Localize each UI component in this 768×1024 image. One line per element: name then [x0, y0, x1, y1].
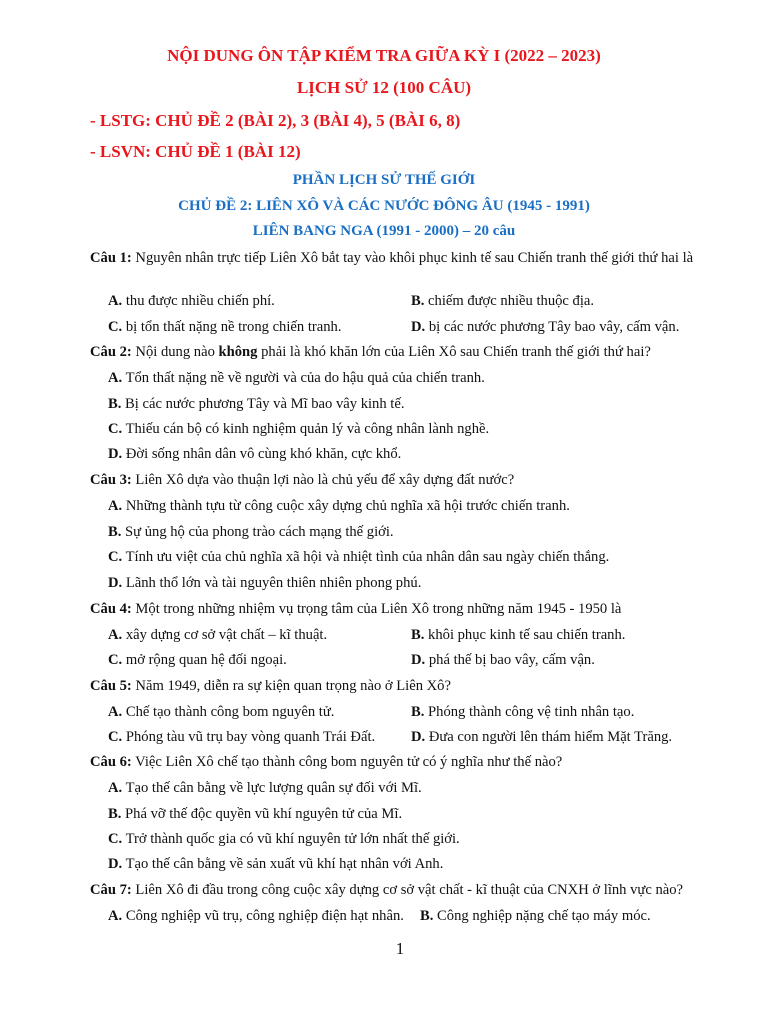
- answer-option[interactable]: [108, 729, 375, 745]
- option-text: khôi phục kinh tế sau chiến tranh.: [428, 627, 626, 643]
- answer-option[interactable]: [108, 370, 485, 386]
- scope-lstg: - LSTG: CHỦ ĐỀ 2 (BÀI 2), 3 (BÀI 4), 5 (BÀI 6, 8): [90, 111, 461, 130]
- option-text: Những thành tựu từ công cuộc xây dựng chủ nghĩa xã hội trước chiến tranh.: [125, 498, 570, 514]
- document-title: NỘI DUNG ÔN TẬP KIỂM TRA GIỮA KỲ I (2022 – 2023): [167, 46, 601, 65]
- option-key: A.: [108, 293, 123, 309]
- option-text: Công nghiệp vũ trụ, công nghiệp điện hạt nhân.: [125, 908, 404, 924]
- answer-option[interactable]: [411, 293, 594, 309]
- option-text: Phóng thành công vệ tinh nhân tạo.: [428, 704, 635, 720]
- answer-option[interactable]: [108, 575, 421, 591]
- option-key: A.: [108, 780, 123, 796]
- option-text: Phá vỡ thế độc quyền vũ khí nguyên tử của Mĩ.: [125, 806, 403, 822]
- answer-option[interactable]: [108, 908, 404, 924]
- option-key: A.: [108, 908, 123, 924]
- answer-option[interactable]: [411, 627, 625, 643]
- question-label: Câu 6:: [90, 754, 132, 770]
- option-text: Chế tạo thành công bom nguyên tử.: [125, 704, 335, 720]
- option-key: A.: [108, 627, 123, 643]
- section-sub: LIÊN BANG NGA (1991 - 2000) – 20 câu: [252, 223, 516, 239]
- option-key: C.: [108, 652, 123, 668]
- option-text: Thiếu cán bộ có kinh nghiệm quản lý và công nhân lành nghề.: [125, 421, 490, 437]
- option-text: Tổn thất nặng nề về người và của do hậu quả của chiến tranh.: [125, 370, 485, 386]
- question-text: Năm 1949, diễn ra sự kiện quan trọng nào ở Liên Xô?: [135, 678, 451, 694]
- question-7: [90, 882, 715, 898]
- option-key: D.: [108, 446, 123, 462]
- option-text: phá thế bị bao vây, cấm vận.: [428, 652, 595, 668]
- answer-option[interactable]: [108, 421, 489, 437]
- option-text: Sự ủng hộ của phong trào cách mạng thế giới.: [125, 524, 394, 540]
- question-label: Câu 5:: [90, 678, 132, 694]
- option-text: bị tổn thất nặng nề trong chiến tranh.: [125, 319, 342, 335]
- option-key: D.: [411, 319, 426, 335]
- question-text: Nguyên nhân trực tiếp Liên Xô bắt tay vào khôi phục kinh tế sau Chiến tranh thế giới thứ hai là: [135, 250, 694, 266]
- option-key: A.: [108, 498, 123, 514]
- question-5: [90, 678, 715, 694]
- answer-option[interactable]: [108, 652, 287, 668]
- question-label: Câu 4:: [90, 601, 132, 617]
- section-topic: CHỦ ĐỀ 2: LIÊN XÔ VÀ CÁC NƯỚC ĐÔNG ÂU (1945 - 1991): [178, 198, 590, 214]
- option-key: B.: [411, 293, 425, 309]
- answer-option[interactable]: [108, 780, 422, 796]
- answer-option[interactable]: [411, 729, 672, 745]
- option-key: A.: [108, 704, 123, 720]
- option-text: Tạo thế cân bằng về sản xuất vũ khí hạt nhân với Anh.: [125, 856, 444, 872]
- option-key: C.: [108, 319, 123, 335]
- question-text-before: Nội dung nào: [135, 344, 219, 360]
- option-text: Phóng tàu vũ trụ bay vòng quanh Trái Đất.: [125, 729, 376, 745]
- document-subtitle: LỊCH SỬ 12 (100 CÂU): [296, 78, 472, 97]
- option-text: Trở thành quốc gia có vũ khí nguyên tử lớn nhất thế giới.: [125, 831, 460, 847]
- option-text: Công nghiệp nặng chế tạo máy móc.: [437, 908, 651, 924]
- answer-option[interactable]: [108, 627, 327, 643]
- answer-option[interactable]: [420, 908, 651, 924]
- question-text: Việc Liên Xô chế tạo thành công bom nguyên tử có ý nghĩa như thế nào?: [135, 754, 563, 770]
- option-key: B.: [420, 908, 434, 924]
- question-label: Câu 7:: [90, 882, 132, 898]
- answer-option[interactable]: [108, 704, 334, 720]
- option-key: B.: [411, 627, 425, 643]
- option-key: D.: [108, 575, 123, 591]
- option-text: Tính ưu việt của chủ nghĩa xã hội và nhiệt tình của nhân dân sau ngày chiến thắng.: [125, 549, 610, 565]
- option-key: C.: [108, 831, 123, 847]
- option-text: Lãnh thổ lớn và tài nguyên thiên nhiên phong phú.: [125, 575, 422, 591]
- question-3: [90, 472, 715, 488]
- option-text: thu được nhiều chiến phí.: [125, 293, 275, 309]
- question-label: Câu 3:: [90, 472, 132, 488]
- option-key: B.: [108, 396, 122, 412]
- option-text: bị các nước phương Tây bao vây, cấm vận.: [428, 319, 680, 335]
- option-key: C.: [108, 729, 123, 745]
- answer-option[interactable]: [108, 524, 394, 540]
- answer-option[interactable]: [108, 549, 609, 565]
- option-text: mở rộng quan hệ đối ngoại.: [125, 652, 287, 668]
- question-1: [90, 250, 715, 266]
- option-key: D.: [411, 729, 426, 745]
- question-2: [90, 344, 715, 360]
- option-key: D.: [108, 856, 123, 872]
- option-key: C.: [108, 421, 123, 437]
- answer-option[interactable]: [411, 319, 679, 335]
- scope-lsvn: - LSVN: CHỦ ĐỀ 1 (BÀI 12): [90, 142, 301, 161]
- question-label: Câu 1:: [90, 250, 132, 266]
- question-text: Liên Xô dựa vào thuận lợi nào là chủ yếu để xây dựng đất nước?: [135, 472, 515, 488]
- option-text: xây dựng cơ sở vật chất – kĩ thuật.: [125, 627, 328, 643]
- answer-option[interactable]: [108, 806, 402, 822]
- answer-option[interactable]: [108, 396, 404, 412]
- option-key: D.: [411, 652, 426, 668]
- answer-option[interactable]: [411, 652, 595, 668]
- question-4: [90, 601, 715, 617]
- option-key: A.: [108, 370, 123, 386]
- answer-option[interactable]: [108, 293, 275, 309]
- section-part: PHẦN LỊCH SỬ THẾ GIỚI: [292, 172, 476, 188]
- question-label: Câu 2:: [90, 344, 132, 360]
- question-text: Một trong những nhiệm vụ trọng tâm của Liên Xô trong những năm 1945 - 1950 là: [135, 601, 622, 617]
- answer-option[interactable]: [411, 704, 634, 720]
- answer-option[interactable]: [108, 446, 401, 462]
- option-text: Đời sống nhân dân vô cùng khó khăn, cực khổ.: [125, 446, 402, 462]
- question-text-after: phải là khó khăn lớn của Liên Xô sau Chiến tranh thế giới thứ hai?: [257, 344, 651, 360]
- option-key: C.: [108, 549, 123, 565]
- question-6: [90, 754, 715, 770]
- option-text: chiếm được nhiều thuộc địa.: [428, 293, 595, 309]
- option-key: B.: [108, 524, 122, 540]
- option-text: Bị các nước phương Tây và Mĩ bao vây kinh tế.: [125, 396, 405, 412]
- answer-option[interactable]: [108, 831, 460, 847]
- option-key: B.: [411, 704, 425, 720]
- question-text-emphasis: không: [218, 344, 258, 360]
- answer-option[interactable]: [108, 498, 570, 514]
- page-number: 1: [395, 939, 405, 958]
- option-text: Đưa con người lên thám hiểm Mặt Trăng.: [428, 729, 673, 745]
- answer-option[interactable]: [108, 319, 341, 335]
- option-text: Tạo thế cân bằng về lực lượng quân sự đối với Mĩ.: [125, 780, 422, 796]
- question-text: Liên Xô đi đầu trong công cuộc xây dựng cơ sở vật chất - kĩ thuật của CNXH ở lĩnh vực nào?: [135, 882, 684, 898]
- option-key: B.: [108, 806, 122, 822]
- answer-option[interactable]: [108, 856, 443, 872]
